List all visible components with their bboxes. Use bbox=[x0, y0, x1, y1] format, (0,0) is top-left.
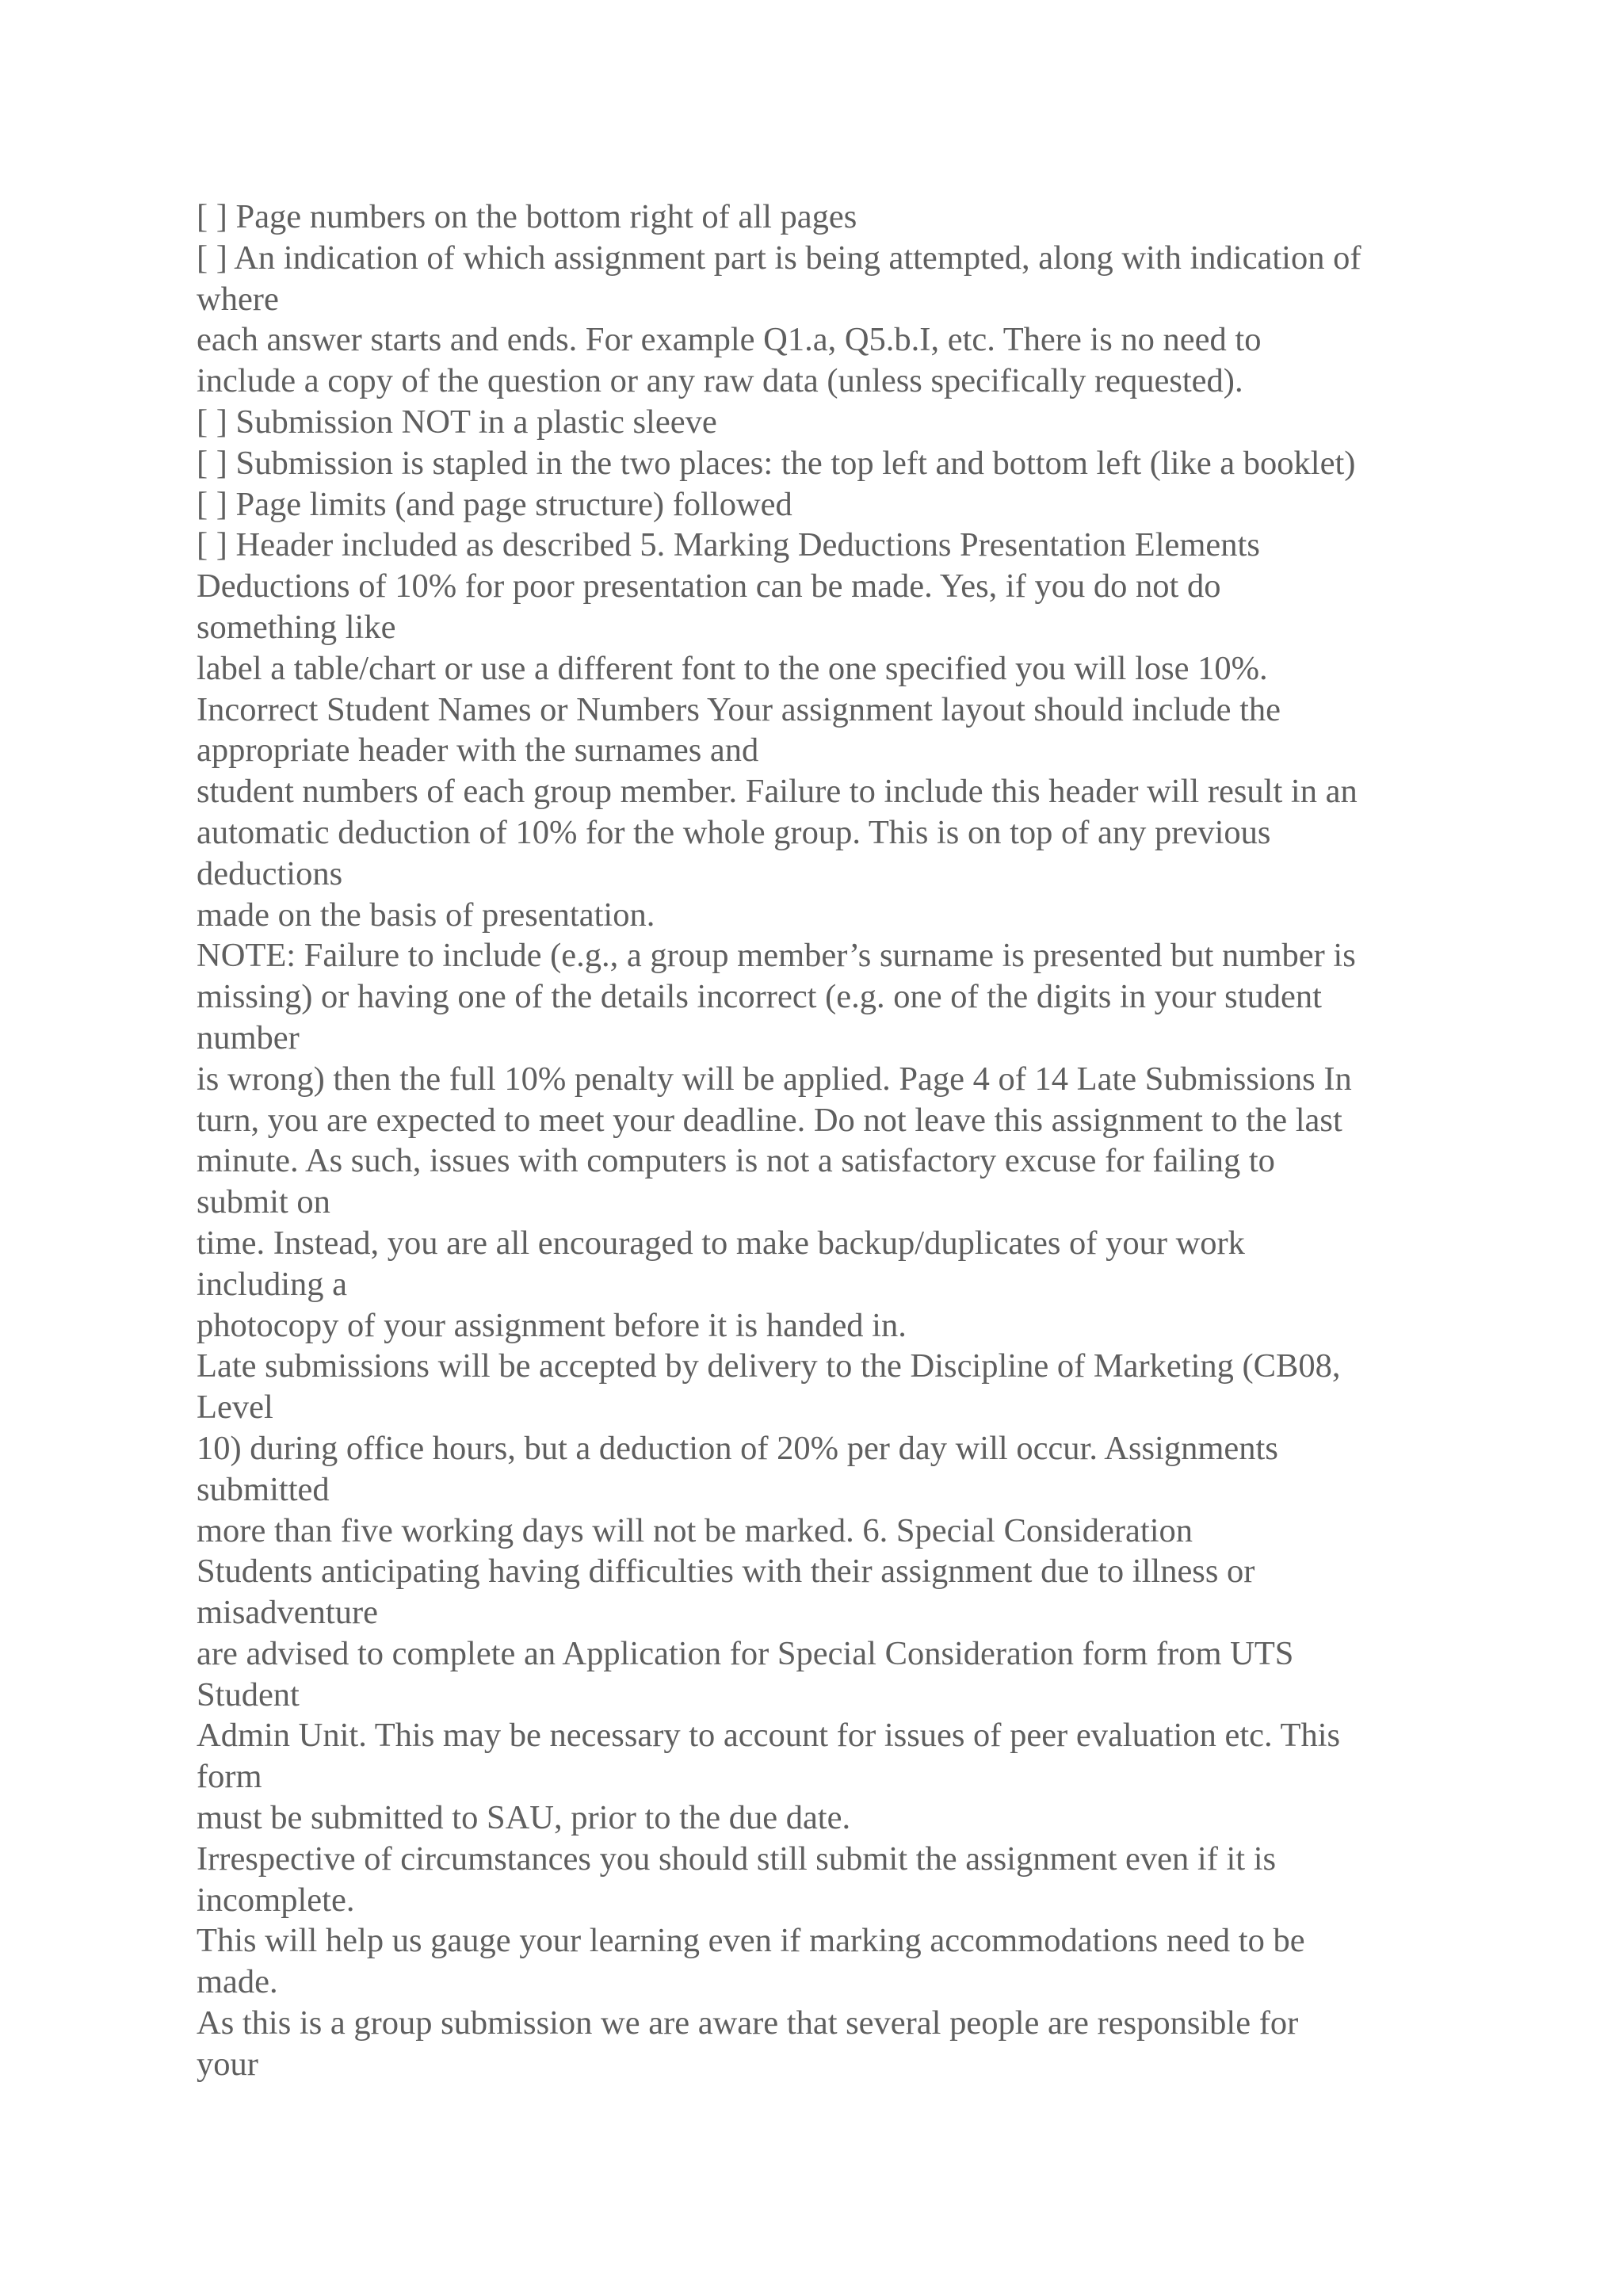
text-line: 10) during office hours, but a deduction of 20% per day will occur. Assignments bbox=[197, 1429, 1278, 1467]
text-line: [ ] Submission is stapled in the two places: the top left and bottom left (like a booklet) bbox=[197, 444, 1356, 482]
text-line: turn, you are expected to meet your deadline. Do not leave this assignment to the last bbox=[197, 1101, 1342, 1139]
text-line: Students anticipating having difficulties with their assignment due to illness or bbox=[197, 1553, 1255, 1591]
text-line: [ ] An indication of which assignment part is being attempted, along with indication of bbox=[197, 239, 1361, 277]
text-line: Late submissions will be accepted by delivery to the Discipline of Marketing (CB08, bbox=[197, 1347, 1341, 1385]
text-line: include a copy of the question or any raw data (unless specifically requested). bbox=[197, 362, 1243, 400]
text-line: something like bbox=[197, 608, 396, 646]
document-page bbox=[197, 197, 1465, 2085]
text-line: automatic deduction of 10% for the whole group. This is on top of any previous bbox=[197, 813, 1271, 851]
text-line: Incorrect Student Names or Numbers Your assignment layout should include the bbox=[197, 690, 1281, 728]
text-line: Irrespective of circumstances you should still submit the assignment even if it is bbox=[197, 1839, 1277, 1878]
text-line: This will help us gauge your learning even if marking accommodations need to be bbox=[197, 1922, 1305, 1960]
text-line: submit on bbox=[197, 1183, 330, 1221]
text-line: time. Instead, you are all encouraged to make backup/duplicates of your work bbox=[197, 1224, 1245, 1262]
text-line: missing) or having one of the details incorrect (e.g. one of the digits in your student bbox=[197, 978, 1322, 1016]
text-line: is wrong) then the full 10% penalty will be applied. Page 4 of 14 Late Submissions In bbox=[197, 1060, 1352, 1098]
text-line: misadventure bbox=[197, 1594, 378, 1632]
text-line: your bbox=[197, 2045, 258, 2083]
text-line: more than five working days will not be marked. 6. Special Consideration bbox=[197, 1511, 1193, 1549]
text-line: Student bbox=[197, 1675, 300, 1713]
text-line: [ ] Submission NOT in a plastic sleeve bbox=[197, 403, 717, 441]
text-line: NOTE: Failure to include (e.g., a group member’s surname is presented but number is bbox=[197, 937, 1356, 975]
text-line: [ ] Page limits (and page structure) followed bbox=[197, 485, 792, 523]
text-line: must be submitted to SAU, prior to the due date. bbox=[197, 1799, 851, 1837]
text-line: form bbox=[197, 1758, 262, 1796]
text-line: where bbox=[197, 280, 279, 318]
text-line: As this is a group submission we are aware that several people are responsible for bbox=[197, 2004, 1299, 2042]
text-line: Deductions of 10% for poor presentation can be made. Yes, if you do not do bbox=[197, 567, 1221, 606]
text-line: submitted bbox=[197, 1470, 330, 1508]
text-line: student numbers of each group member. Failure to include this header will result in an bbox=[197, 773, 1358, 811]
text-line: are advised to complete an Application for Special Consideration form from UTS bbox=[197, 1634, 1294, 1672]
text-line: made. bbox=[197, 1963, 278, 2001]
text-line: [ ] Header included as described 5. Marking Deductions Presentation Elements bbox=[197, 526, 1260, 564]
text-line: deductions bbox=[197, 854, 343, 892]
text-line: incomplete. bbox=[197, 1881, 355, 1919]
text-line: minute. As such, issues with computers is not a satisfactory excuse for failing to bbox=[197, 1142, 1275, 1180]
text-line: appropriate header with the surnames and bbox=[197, 732, 759, 770]
text-line: label a table/chart or use a different font to the one specified you will lose 10%. bbox=[197, 649, 1268, 687]
text-line: including a bbox=[197, 1265, 348, 1303]
text-line: [ ] Page numbers on the bottom right of all pages bbox=[197, 198, 857, 235]
text-line: photocopy of your assignment before it is handed in. bbox=[197, 1306, 907, 1344]
text-line: number bbox=[197, 1018, 300, 1056]
text-line: each answer starts and ends. For example Q1.a, Q5.b.I, etc. There is no need to bbox=[197, 321, 1262, 359]
text-line: Level bbox=[197, 1389, 273, 1427]
text-line: Admin Unit. This may be necessary to account for issues of peer evaluation etc. This bbox=[197, 1717, 1341, 1755]
text-line: made on the basis of presentation. bbox=[197, 896, 655, 934]
